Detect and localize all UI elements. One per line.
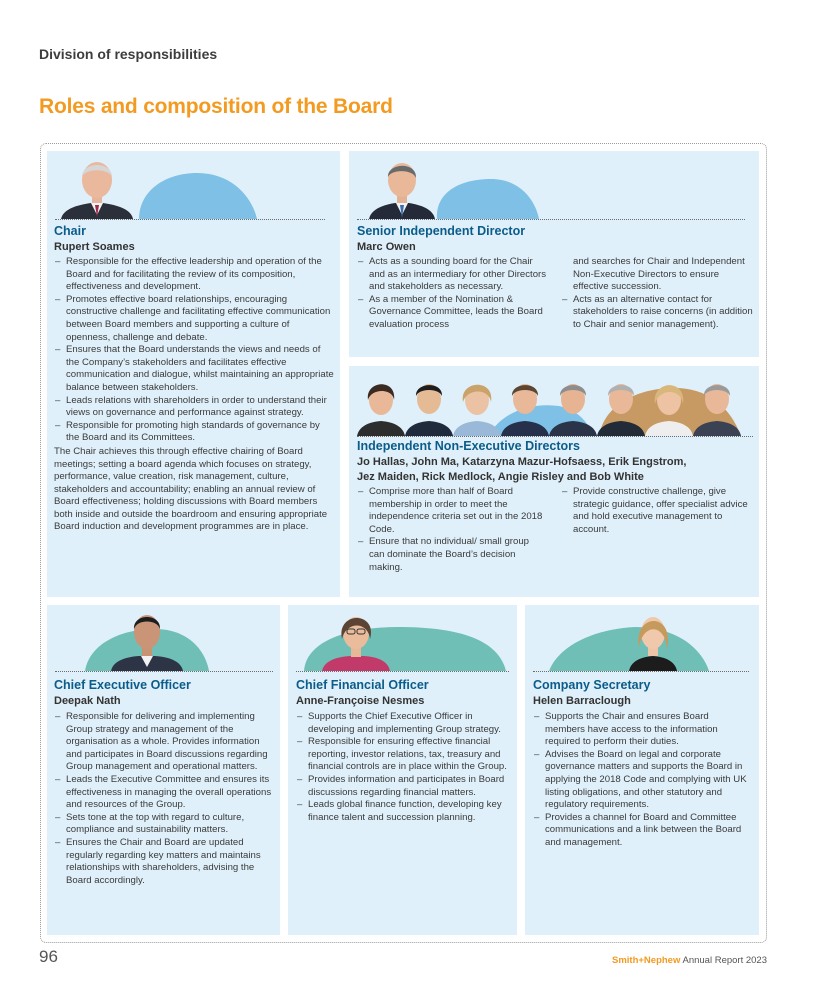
cosec-duties [533,711,751,850]
ceo-card [47,605,280,935]
ceo-duties [54,711,276,887]
cfo-duty: – Supports the Chief Executive Officer in developing and implementing Group strategy. [296,711,512,736]
section-label: Division of responsibilities [39,46,218,62]
ceo-duty: – Ensures the Chair and Board are updated regularly regarding key matters and maintains relationships with shareholders, advising the Board accordingly. [54,837,276,887]
sid-duty: – Acts as a sounding board for the Chair and as an intermediary for other Directors and stakeholders as necessary. [357,256,547,294]
cosec-duty: – Supports the Chair and ensures Board members have access to the information required to perform their duties. [533,711,751,749]
cosec-duty: – Provides a channel for Board and Committee communications and a link between the Board and management. [533,812,751,850]
ceo-divider [55,671,273,672]
ceo-duty: – Responsible for delivering and implementing Group strategy and management of the organisation as a whole. Provides information and participates in Board discussions regarding Group management and operational matters. [54,711,276,774]
sid-duties-right [561,256,757,332]
chair-name: Rupert Soames [54,241,135,253]
cfo-divider [296,671,509,672]
cosec-card [525,605,759,935]
page-title: Roles and composition of the Board [39,95,393,118]
ceo-duty: – Sets tone at the top with regard to culture, compliance and sustainability matters. [54,812,276,837]
chair-role-title: Chair [54,224,86,238]
cfo-card [288,605,517,935]
ceo-role-title: Chief Executive Officer [54,678,191,692]
ined-duties-left [357,486,547,574]
cfo-duty: – Responsible for ensuring effective financial reporting, investor relations, tax, treasury and financial controls are in place within the Group. [296,736,512,774]
chair-duty: – Ensures that the Board understands the views and needs of the Company’s stakeholders and facilitates effective communication and dialogue, whilst maintaining an appropriate balance between stakeholders. [54,344,334,394]
chair-duty: – Responsible for promoting high standards of governance by the Board and its Committees. [54,420,334,445]
sid-divider [357,219,745,220]
chair-duties [54,256,334,534]
director-1 [357,384,405,436]
sid-card [349,151,759,357]
cosec-name: Helen Barraclough [533,695,631,707]
footer-report-title [612,955,767,966]
ined-duty: – Provide constructive challenge, give strategic guidance, offer specialist advice and hold executive management to account. [561,486,757,536]
director-3 [453,385,501,436]
cosec-duty: – Advises the Board on legal and corporate governance matters and supports the Board in applying the 2018 Code and complying with UK listing obligations, and other statutory and regulatory requirements. [533,749,751,812]
cfo-portrait [288,605,517,673]
ined-names-line-1: Jo Hallas, John Ma, Katarzyna Mazur-Hofsaess, Erik Engstrom, [357,456,687,468]
cfo-role-title: Chief Financial Officer [296,678,429,692]
sid-duty: – Acts as an alternative contact for stakeholders to raise concerns (in addition to Chair and senior management). [561,294,757,332]
cfo-name: Anne-Françoise Nesmes [296,695,425,707]
ceo-portrait [47,605,280,673]
chair-summary: The Chair achieves this through effective chairing of Board meetings; setting a board agenda which focuses on strategy, performance, value creation, risk management, culture, stakeholders and accountability; enabling an annual review of Board effectiveness; holding discussions with Board members both inside and outside the boardroom and ensuring appropriate Board induction and development programmes are in place. [54,445,328,533]
ined-names-line-2: Jez Maiden, Rick Medlock, Angie Risley and Bob White [357,471,644,483]
brand-name: Smith+Nephew [611,955,681,966]
ined-divider [357,436,753,437]
ceo-name: Deepak Nath [54,695,121,707]
chair-duty: – Leads relations with shareholders in order to understand their views on governance and performance against strategy. [54,395,334,420]
sid-name: Marc Owen [357,241,416,253]
cosec-portrait [525,605,759,673]
chair-divider [55,219,325,220]
sid-portrait [349,151,759,223]
sid-duty-continued: and searches for Chair and Independent Non-Executive Directors to ensure effective succession. [573,256,745,293]
cfo-duty: – Leads global finance function, developing key finance talent and succession planning. [296,799,512,824]
chair-duty: – Responsible for the effective leadership and operation of the Board and for facilitating the review of its composition, effectiveness and development. [54,256,334,294]
chair-duty: – Promotes effective board relationships, encouraging constructive challenge and facilitating effective communication between Board members and supporting a culture of openness, challenge and debate. [54,294,334,344]
sid-role-title: Senior Independent Director [357,224,526,238]
report-name: Annual Report 2023 [682,955,767,966]
cosec-divider [533,671,749,672]
director-2 [405,384,453,436]
ined-duties-right [561,486,757,536]
sid-duty: – As a member of the Nomination & Governance Committee, leads the Board evaluation process [357,294,547,332]
ined-role-title: Independent Non-Executive Directors [357,439,580,453]
sid-duties-left [357,256,547,332]
ined-portraits [349,366,759,438]
chair-portrait [47,151,340,223]
page-number: 96 [39,947,58,966]
chair-card [47,151,340,597]
ined-duty: – Comprise more than half of Board membership in order to meet the independence criteria set out in the 2018 Code. [357,486,547,536]
cfo-duty: – Provides information and participates in Board discussions regarding financial matters. [296,774,512,799]
cfo-duties [296,711,512,824]
cosec-role-title: Company Secretary [533,678,651,692]
ined-card [349,366,759,597]
ined-duty: – Ensure that no individual/ small group can dominate the Board’s decision making. [357,536,547,574]
ceo-duty: – Leads the Executive Committee and ensures its effectiveness in managing the overall operations and resources of the Group. [54,774,276,812]
